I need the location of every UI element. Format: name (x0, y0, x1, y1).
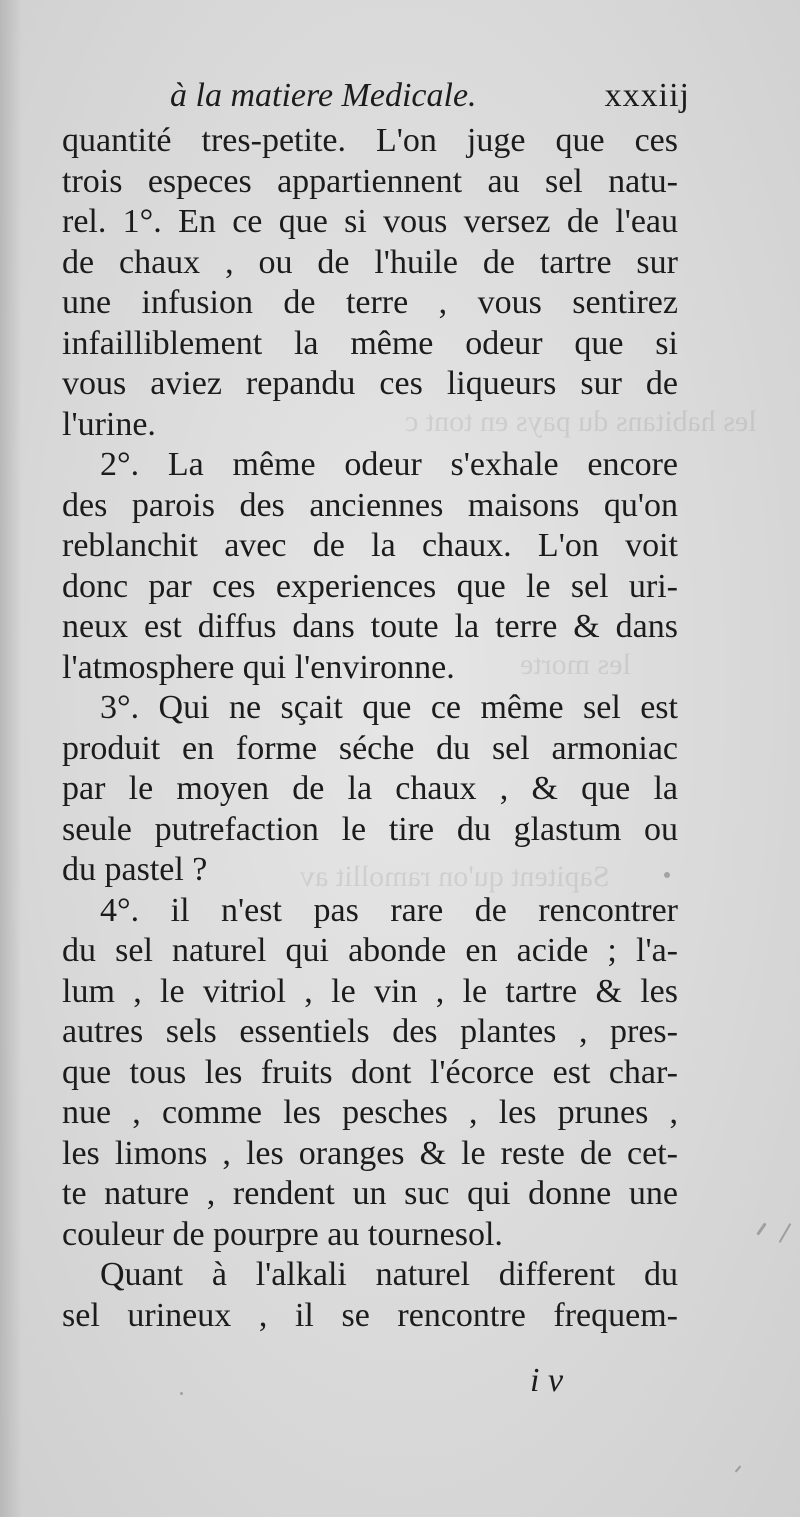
text-line: sel urineux , il se rencontre frequem- (62, 1296, 678, 1334)
text-line: par le moyen de la chaux , & que la (62, 770, 678, 807)
body-text (62, 121, 678, 1336)
text-line: Quant à l'alkali naturel different du (100, 1256, 678, 1293)
text-line: infailliblement la même odeur que si (62, 324, 678, 362)
text-line: quantité tres-petite. L'on juge que ces (62, 122, 678, 159)
page-header (170, 72, 690, 120)
text-line: que tous les fruits dont l'écorce est char- (62, 1053, 678, 1091)
page-number: xxxiij (604, 77, 690, 114)
text-line: reblanchit avec de la chaux. L'on voit (62, 527, 678, 564)
text-line: une infusion de terre , vous sentirez (62, 284, 678, 321)
show-through-text: les morte (520, 648, 631, 681)
show-through-text: les habitans du pays en tont c (405, 405, 757, 438)
text-line: l'atmosphere qui l'environne. (62, 648, 455, 686)
text-line: nue , comme les pesches , les prunes , (62, 1094, 678, 1131)
text-line: l'urine. (62, 405, 156, 443)
gutter-shadow (0, 0, 22, 1517)
text-line: seule putrefaction le tire du glastum ou (62, 810, 678, 848)
text-line: du sel naturel qui abonde en acide ; l'a- (62, 932, 678, 969)
text-line: neux est diffus dans toute la terre & dans (62, 608, 678, 645)
text-line: rel. 1°. En ce que si vous versez de l'eau (62, 203, 678, 240)
text-line: 3°. Qui ne sçait que ce même sel est (100, 689, 678, 726)
text-line: 4°. il n'est pas rare de rencontrer (100, 891, 678, 929)
text-line: te nature , rendent un suc qui donne une (62, 1175, 678, 1212)
text-line: lum , le vitriol , le vin , le tartre & les (62, 972, 678, 1010)
text-line: donc par ces experiences que le sel uri- (62, 567, 678, 605)
text-line: vous aviez repandu ces liqueurs sur de (62, 365, 678, 402)
text-line: 2°. La même odeur s'exhale encore (100, 446, 678, 483)
text-line: du pastel ? (62, 851, 208, 888)
text-line: trois especes appartiennent au sel natu- (62, 162, 678, 200)
text-line: des parois des anciennes maisons qu'on (62, 486, 678, 524)
running-title: à la matiere Medicale. (170, 77, 477, 114)
text-line: les limons , les oranges & le reste de cet- (62, 1134, 678, 1172)
text-line: produit en forme séche du sel armoniac (62, 729, 678, 767)
show-through-text: Sapitent qu'on ramollit av (300, 860, 610, 893)
text-line: couleur de pourpre au tournesol. (62, 1215, 503, 1253)
text-line: de chaux , ou de l'huile de tartre sur (62, 243, 678, 281)
signature-mark: i v (530, 1362, 564, 1399)
text-line: autres sels essentiels des plantes , pres- (62, 1013, 678, 1050)
